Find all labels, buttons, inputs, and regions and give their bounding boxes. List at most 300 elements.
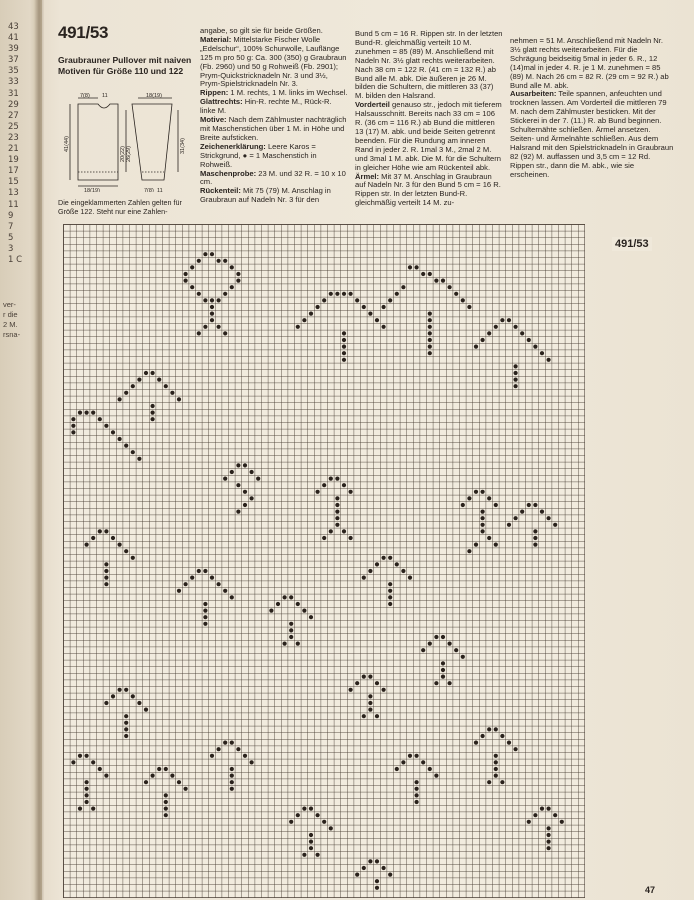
stitch-dot xyxy=(428,318,432,322)
stitch-dot xyxy=(494,503,498,507)
paragraph-heading: Glattrechts: xyxy=(200,97,243,107)
stitch-dot xyxy=(210,575,214,579)
stitch-dot xyxy=(164,793,168,797)
stitch-dot xyxy=(91,806,95,810)
stitch-dot xyxy=(309,846,313,850)
stitch-dot xyxy=(474,490,478,494)
stitch-dot xyxy=(197,259,201,263)
stitch-dot xyxy=(157,767,161,771)
stitch-dot xyxy=(256,476,260,480)
stitch-dot xyxy=(414,754,418,758)
stitch-dot xyxy=(236,278,240,282)
stitch-dot xyxy=(236,483,240,487)
stitch-dot xyxy=(487,727,491,731)
paragraph-heading: Rückenteil: xyxy=(200,186,241,196)
stitch-dot xyxy=(421,648,425,652)
book-spine-shadow xyxy=(34,0,44,900)
paragraph-text: Bund 5 cm = 16 R. Rippen str. In der letzten Bund-R. gleichmäßig verteilt 10 M. zunehmen = 85 (89) M. Anschließend mit Nadeln Nr. 3½ glatt rechts weiterarbeiten. Nach 38 cm = 122 R. (41 cm = 132 R.) ab Bund alle M. abk. Die äußeren je 26 M. bilden die Schultern, die mittleren 33 (37) M. bilden den Halsrand. xyxy=(355,29,503,101)
stitch-dot xyxy=(216,259,220,263)
stitch-dot xyxy=(216,747,220,751)
dim-body-height: 41(44) xyxy=(64,136,70,152)
stitch-dot xyxy=(322,483,326,487)
stitch-dot xyxy=(197,292,201,296)
stitch-dot xyxy=(197,331,201,335)
stitch-dot xyxy=(104,569,108,573)
margin-number: 11 xyxy=(8,199,19,210)
stitch-dot xyxy=(441,674,445,678)
stitch-dot xyxy=(348,688,352,692)
stitch-dot xyxy=(348,490,352,494)
stitch-dot xyxy=(98,417,102,421)
stitch-dot xyxy=(368,859,372,863)
paragraph-heading: Motive: xyxy=(200,115,227,125)
stitch-dot xyxy=(236,509,240,513)
stitch-dot xyxy=(315,813,319,817)
stitch-dot xyxy=(302,318,306,322)
stitch-dot xyxy=(513,516,517,520)
stitch-dot xyxy=(203,325,207,329)
stitch-dot xyxy=(78,806,82,810)
stitch-dot xyxy=(309,839,313,843)
stitch-dot xyxy=(230,767,234,771)
stitch-dot xyxy=(223,476,227,480)
stitch-dot xyxy=(381,688,385,692)
stitch-dot xyxy=(249,760,253,764)
margin-number: 29 xyxy=(8,99,19,110)
stitch-dot xyxy=(513,384,517,388)
stitch-dot xyxy=(408,575,412,579)
stitch-dot xyxy=(150,371,154,375)
margin-row-numbers xyxy=(8,22,30,266)
stitch-dot xyxy=(513,747,517,751)
stitch-dot xyxy=(289,820,293,824)
stitch-dot xyxy=(355,872,359,876)
paragraph-heading: Ausarbeiten: xyxy=(510,89,557,99)
stitch-dot xyxy=(249,496,253,500)
dim-sleeve-width: 31(34) xyxy=(180,138,186,154)
stitch-dot xyxy=(494,760,498,764)
stitch-dot xyxy=(84,787,88,791)
stitch-dot xyxy=(428,641,432,645)
stitch-dot xyxy=(342,292,346,296)
paragraph-text: 1 M. rechts, 1 M. links im Wechsel. xyxy=(228,88,348,98)
stitch-dot xyxy=(296,641,300,645)
stitch-dot xyxy=(447,285,451,289)
stitch-dot xyxy=(546,833,550,837)
stitch-dot xyxy=(335,523,339,527)
margin-number: 21 xyxy=(8,144,19,155)
margin-fragment: r die xyxy=(3,310,18,319)
stitch-dot xyxy=(335,509,339,513)
stitch-dot xyxy=(335,503,339,507)
stitch-dot xyxy=(197,569,201,573)
stitch-dot xyxy=(342,529,346,533)
stitch-dot xyxy=(368,707,372,711)
stitch-dot xyxy=(533,503,537,507)
stitch-dot xyxy=(216,582,220,586)
stitch-dot xyxy=(480,509,484,513)
stitch-dot xyxy=(480,516,484,520)
margin-number: 23 xyxy=(8,132,19,143)
stitch-dot xyxy=(183,278,187,282)
stitch-dot xyxy=(520,509,524,513)
stitch-dot xyxy=(91,410,95,414)
dim-cuff: 7(8) xyxy=(144,188,154,192)
stitch-dot xyxy=(368,701,372,705)
stitch-dot xyxy=(342,344,346,348)
stitch-dot xyxy=(461,503,465,507)
instruction-paragraph xyxy=(200,170,348,188)
margin-number: 7 xyxy=(8,221,14,232)
paragraph-text: Mit 75 (79) M. Anschlag in Graubraun auf Nadeln Nr. 3 für den xyxy=(200,186,331,205)
stitch-dot xyxy=(342,351,346,355)
stitch-dot xyxy=(177,397,181,401)
stitch-dot xyxy=(388,556,392,560)
margin-number: 1 C xyxy=(8,254,23,265)
stitch-dot xyxy=(243,754,247,758)
stitch-dot xyxy=(494,727,498,731)
stitch-dot xyxy=(137,701,141,705)
stitch-dot xyxy=(223,331,227,335)
stitch-dot xyxy=(467,305,471,309)
stitch-dot xyxy=(289,635,293,639)
instruction-paragraph xyxy=(200,98,348,116)
paragraph-text: Mittelstarke Fischer Wolle „Edelschur“, 100% Schurwolle, Lauflänge 125 m pro 50 g: Ca. 300 (350) g Graubraun (Fb. 2960) und 50 g Rohweiß (Fb. 2901); Prym-Quickstricknadeln Nr. 3 und 3½, Prym-Spielstricknadeln Nr. 3. xyxy=(200,34,347,89)
paragraph-text: Mit 37 M. Anschlag in Graubraun auf Nadeln Nr. 3 für den Bund 5 cm = 16 R. Rippen str. In der letzten Bund-R. gleichmäßig verteilt 14 M. zu- xyxy=(355,171,501,208)
stitch-dot xyxy=(546,516,550,520)
stitch-dot xyxy=(434,681,438,685)
stitch-dot xyxy=(388,872,392,876)
stitch-dot xyxy=(494,754,498,758)
stitch-dot xyxy=(91,536,95,540)
stitch-dot xyxy=(84,780,88,784)
stitch-dot xyxy=(170,391,174,395)
stitch-dot xyxy=(401,569,405,573)
stitch-dot xyxy=(434,278,438,282)
stitch-dot xyxy=(164,767,168,771)
stitch-dot xyxy=(84,793,88,797)
stitch-dot xyxy=(461,298,465,302)
stitch-dot xyxy=(309,833,313,837)
stitch-dot xyxy=(150,773,154,777)
stitch-dot xyxy=(170,773,174,777)
stitch-dot xyxy=(309,311,313,315)
dim-cuff-rib: 11 xyxy=(157,188,163,192)
margin-number: 3 xyxy=(8,243,14,254)
instructions-column-1 xyxy=(200,27,348,205)
paragraph-heading: Vorderteil xyxy=(355,100,390,110)
stitch-dot xyxy=(487,331,491,335)
paragraph-heading: Rippen: xyxy=(200,88,229,98)
stitch-dot xyxy=(527,503,531,507)
dim-sleeve-length: 26(29) xyxy=(126,146,132,162)
instruction-paragraph xyxy=(355,101,503,172)
stitch-dot xyxy=(527,820,531,824)
stitch-dot xyxy=(546,358,550,362)
stitch-dot xyxy=(309,806,313,810)
instruction-paragraph xyxy=(200,36,348,89)
stitch-dot xyxy=(368,694,372,698)
stitch-dot xyxy=(474,344,478,348)
stitch-dot xyxy=(381,556,385,560)
stitch-dot xyxy=(71,430,75,434)
stitch-dot xyxy=(84,754,88,758)
stitch-dot xyxy=(117,688,121,692)
stitch-dot xyxy=(203,569,207,573)
stitch-dot xyxy=(84,800,88,804)
stitch-dot xyxy=(553,813,557,817)
stitch-dot xyxy=(329,292,333,296)
stitch-dot xyxy=(124,443,128,447)
stitch-dot xyxy=(388,582,392,586)
stitch-dot xyxy=(117,542,121,546)
stitch-dot xyxy=(447,681,451,685)
stitch-dot xyxy=(480,490,484,494)
margin-number: 43 xyxy=(8,22,19,32)
margin-fragment: ver- xyxy=(3,300,16,309)
stitch-dot xyxy=(190,575,194,579)
stitch-dot xyxy=(428,767,432,771)
stitch-dot xyxy=(375,318,379,322)
stitch-dot xyxy=(322,298,326,302)
stitch-dot xyxy=(302,806,306,810)
stitch-dot xyxy=(441,278,445,282)
stitch-dot xyxy=(342,483,346,487)
stitch-dot xyxy=(513,377,517,381)
stitch-dot xyxy=(315,490,319,494)
stitch-dot xyxy=(533,813,537,817)
stitch-dot xyxy=(527,338,531,342)
stitch-dot xyxy=(388,298,392,302)
stitch-dot xyxy=(117,397,121,401)
stitch-dot xyxy=(203,615,207,619)
stitch-dot xyxy=(150,410,154,414)
stitch-dot xyxy=(84,542,88,546)
stitch-dot xyxy=(428,331,432,335)
stitch-dot xyxy=(461,655,465,659)
stitch-dot xyxy=(355,298,359,302)
stitch-dot xyxy=(111,694,115,698)
stitch-dot xyxy=(230,595,234,599)
stitch-dot xyxy=(500,318,504,322)
stitch-dot xyxy=(474,542,478,546)
stitch-dot xyxy=(480,523,484,527)
garment-schematic xyxy=(60,92,195,192)
stitch-dot xyxy=(342,331,346,335)
stitch-dot xyxy=(368,311,372,315)
stitch-dot xyxy=(282,641,286,645)
paragraph-text: Leere Karos = Strickgrund, ● = 1 Maschenstich in Rohweiß. xyxy=(200,141,317,169)
stitch-dot xyxy=(428,338,432,342)
stitch-dot xyxy=(104,424,108,428)
stitch-dot xyxy=(540,351,544,355)
margin-number: 39 xyxy=(8,44,19,55)
stitch-dot xyxy=(71,417,75,421)
stitch-dot xyxy=(507,740,511,744)
stitch-dot xyxy=(546,806,550,810)
stitch-dot xyxy=(124,714,128,718)
stitch-dot xyxy=(223,292,227,296)
stitch-dot xyxy=(441,668,445,672)
stitch-dot xyxy=(236,272,240,276)
stitch-dot xyxy=(467,549,471,553)
stitch-dot xyxy=(428,272,432,276)
stitch-dot xyxy=(296,813,300,817)
stitch-dot xyxy=(78,754,82,758)
margin-number: 5 xyxy=(8,232,14,243)
stitch-dot xyxy=(104,529,108,533)
dim-sleeve-top: 18(19) xyxy=(146,93,162,99)
stitch-dot xyxy=(124,734,128,738)
stitch-dot xyxy=(144,780,148,784)
stitch-dot xyxy=(329,476,333,480)
stitch-dot xyxy=(315,853,319,857)
stitch-dot xyxy=(375,859,379,863)
stitch-dot xyxy=(111,536,115,540)
stitch-dot xyxy=(533,542,537,546)
stitch-dot xyxy=(276,602,280,606)
stitch-dot xyxy=(408,754,412,758)
margin-number: 9 xyxy=(8,210,14,221)
margin-number: 13 xyxy=(8,188,19,199)
stitch-dot xyxy=(111,430,115,434)
stitch-dot xyxy=(454,292,458,296)
stitch-dot xyxy=(230,265,234,269)
stitch-dot xyxy=(507,318,511,322)
stitch-dot xyxy=(210,252,214,256)
stitch-dot xyxy=(480,338,484,342)
stitch-dot xyxy=(203,622,207,626)
stitch-dot xyxy=(368,569,372,573)
stitch-dot xyxy=(335,292,339,296)
stitch-dot xyxy=(487,780,491,784)
stitch-dot xyxy=(421,760,425,764)
stitch-dot xyxy=(302,608,306,612)
stitch-dot xyxy=(289,628,293,632)
stitch-dot xyxy=(395,292,399,296)
paragraph-heading: Maschenprobe: xyxy=(200,168,257,178)
stitch-dot xyxy=(540,806,544,810)
stitch-dot xyxy=(414,787,418,791)
stitch-dot xyxy=(414,800,418,804)
stitch-dot xyxy=(368,674,372,678)
stitch-dot xyxy=(414,780,418,784)
stitch-dot xyxy=(183,272,187,276)
stitch-dot xyxy=(98,529,102,533)
stitch-dot xyxy=(533,529,537,533)
margin-number: 41 xyxy=(8,33,19,44)
stitch-dot xyxy=(104,562,108,566)
instruction-paragraph xyxy=(200,143,348,170)
stitch-dot xyxy=(216,298,220,302)
stitch-dot xyxy=(441,661,445,665)
stitch-dot xyxy=(494,325,498,329)
dim-neck: 11 xyxy=(102,93,108,99)
stitch-dot xyxy=(124,721,128,725)
stitch-dot xyxy=(190,265,194,269)
dim-armhole: 20(22) xyxy=(120,146,126,162)
stitch-dot xyxy=(546,826,550,830)
margin-number: 17 xyxy=(8,166,19,177)
stitch-dot xyxy=(401,285,405,289)
stitch-dot xyxy=(230,780,234,784)
stitch-dot xyxy=(84,410,88,414)
instruction-paragraph xyxy=(510,37,675,90)
stitch-dot xyxy=(480,734,484,738)
stitch-dot xyxy=(190,285,194,289)
stitch-dot xyxy=(362,866,366,870)
stitch-dot xyxy=(546,839,550,843)
stitch-dot xyxy=(296,602,300,606)
stitch-dot xyxy=(335,516,339,520)
stitch-dot xyxy=(494,542,498,546)
stitch-dot xyxy=(210,311,214,315)
stitch-dot xyxy=(131,694,135,698)
stitch-dot xyxy=(223,589,227,593)
instructions-column-2 xyxy=(355,30,503,208)
stitch-dot xyxy=(553,523,557,527)
stitch-dot xyxy=(388,595,392,599)
stitch-dot xyxy=(342,338,346,342)
stitch-dot xyxy=(243,503,247,507)
stitch-dot xyxy=(428,311,432,315)
stitch-dot xyxy=(494,773,498,777)
stitch-dot xyxy=(203,298,207,302)
stitch-dot xyxy=(150,404,154,408)
paragraph-text: Hin-R. rechte M., Rück-R. linke M. xyxy=(200,97,332,116)
margin-number: 19 xyxy=(8,155,19,166)
stitch-dot xyxy=(428,325,432,329)
stitch-dot xyxy=(375,886,379,890)
stitch-dot xyxy=(381,305,385,309)
stitch-dot xyxy=(500,780,504,784)
stitch-dot xyxy=(144,371,148,375)
stitch-dot xyxy=(533,344,537,348)
stitch-dot xyxy=(428,351,432,355)
stitch-dot xyxy=(329,529,333,533)
stitch-dot xyxy=(104,575,108,579)
stitch-dot xyxy=(243,490,247,494)
stitch-dot xyxy=(335,496,339,500)
stitch-dot xyxy=(434,635,438,639)
stitch-dot xyxy=(104,701,108,705)
stitch-dot xyxy=(480,529,484,533)
stitch-dot xyxy=(421,272,425,276)
stitch-dot xyxy=(309,615,313,619)
stitch-dot xyxy=(230,773,234,777)
stitch-dot xyxy=(124,391,128,395)
stitch-dot xyxy=(164,806,168,810)
stitch-dot xyxy=(282,595,286,599)
margin-fragment: rsna- xyxy=(3,330,21,339)
chart-label: 491/53 xyxy=(612,237,652,251)
margin-number: 25 xyxy=(8,121,19,132)
stitch-dot xyxy=(210,318,214,322)
paragraph-text: genauso str., jedoch mit tieferem Halsausschnitt. Bereits nach 33 cm = 106 R. (36 cm = 116 R.) ab Bund die mittleren 13 (17) M. abk. und beide Seiten getrennt beenden. Für die Rundung am inneren Rand in jeder 2. R. 1mal 3 M., 2mal 2 M. und 3mal 1 M. abk. Die M. für die Schultern in gleicher Höhe wie am Rückenteil abk. xyxy=(355,100,502,172)
paragraph-text: nehmen = 51 M. Anschließend mit Nadeln Nr. 3½ glatt rechts weiterarbeiten. Für die Schrägung beidseitig 5mal in jeder 6. R., 12 (14)mal in jeder 4. R. je 1 M. zunehmen = 85 (89) M. Nach 26 cm = 82 R. (29 cm = 92 R.) ab Bund alle M. abk. xyxy=(510,36,669,90)
paragraph-heading: Ärmel: xyxy=(355,171,380,181)
stitch-dot xyxy=(408,265,412,269)
margin-number: 37 xyxy=(8,55,19,66)
margin-fragment: 2 M. xyxy=(3,320,18,329)
margin-number: 35 xyxy=(8,66,19,77)
stitch-dot xyxy=(500,734,504,738)
stitch-dot xyxy=(348,292,352,296)
stitch-dot xyxy=(375,714,379,718)
stitch-dot xyxy=(513,364,517,368)
stitch-dot xyxy=(71,424,75,428)
paragraph-text: 23 M. und 32 R. = 10 x 10 cm. xyxy=(200,168,346,187)
